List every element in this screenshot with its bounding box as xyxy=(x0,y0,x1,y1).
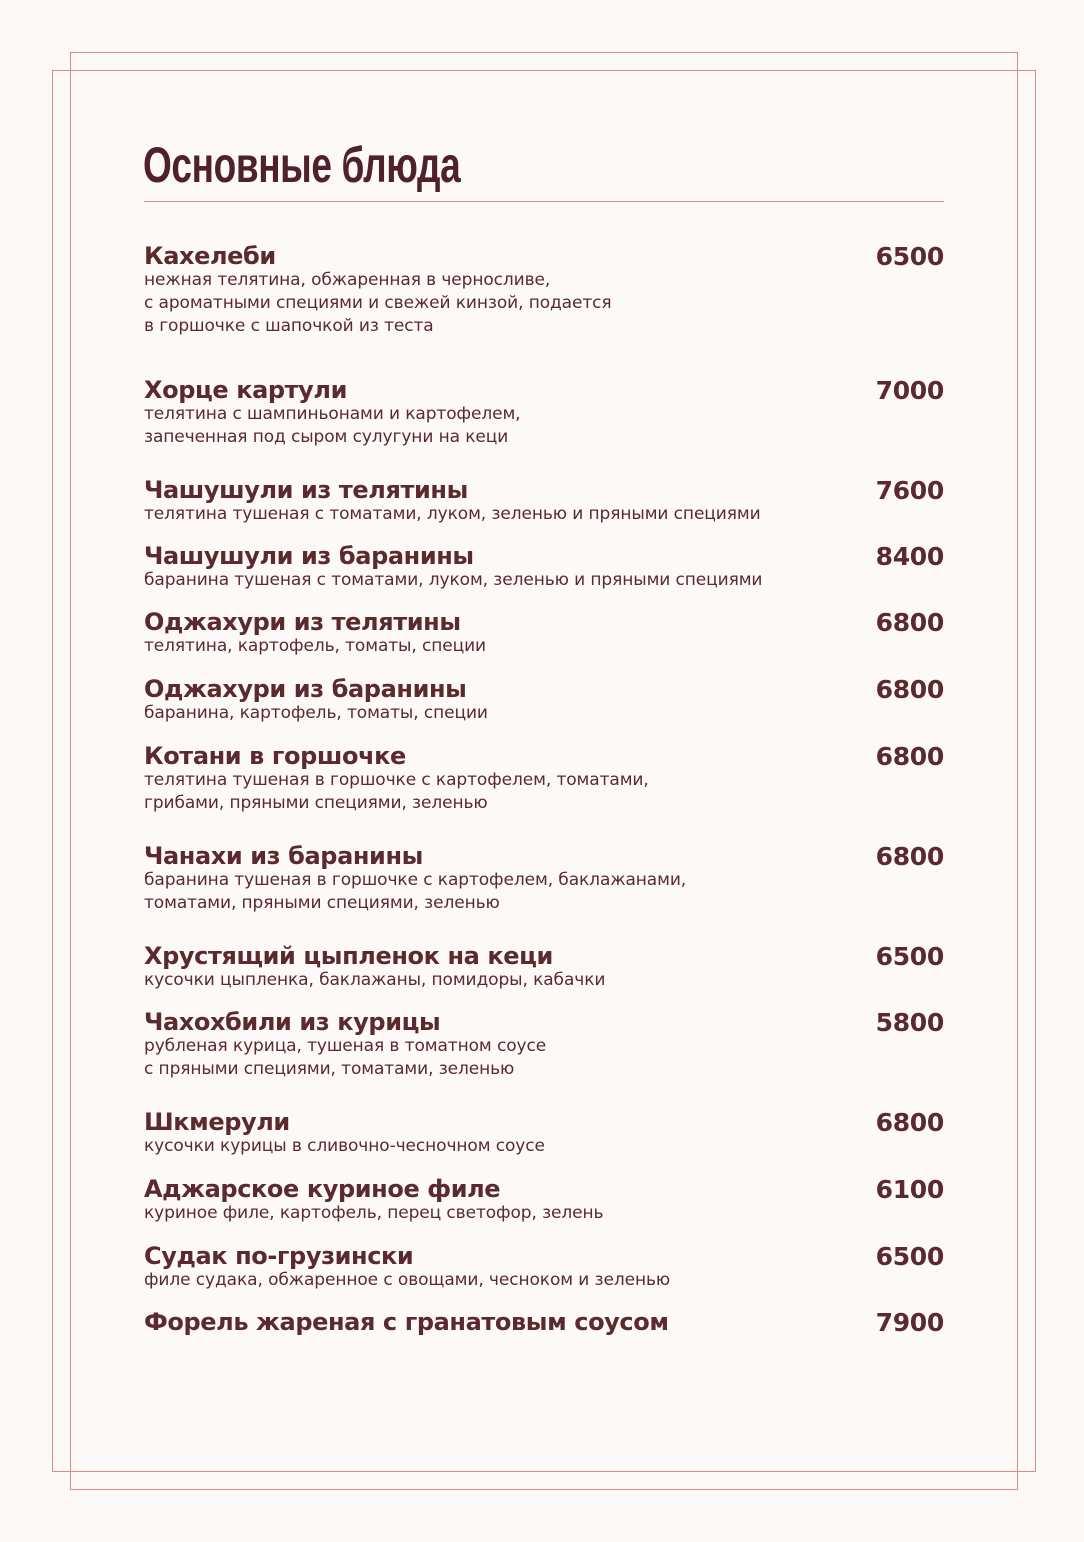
dish-description: телятина тушеная в горшочке с картофелем, томатами, грибами, пряными специями, зеленью xyxy=(144,770,649,813)
dish-name: Хорце картули xyxy=(144,376,348,404)
dish-description: баранина тушеная в горшочке с картофелем, баклажанами, томатами, пряными специями, зеленью xyxy=(144,870,687,913)
dish-description: рубленая курица, тушеная в томатном соусе с пряными специями, томатами, зеленью xyxy=(144,1036,547,1079)
dish-name: Форель жареная с гранатовым соусом xyxy=(144,1308,669,1336)
dish-description: кусочки курицы в сливочно-чесночном соусе xyxy=(144,1136,545,1156)
menu-item xyxy=(144,1243,944,1292)
dish-description: куриное филе, картофель, перец светофор, зелень xyxy=(144,1203,604,1223)
dish-price: 6500 xyxy=(875,242,944,271)
title-divider xyxy=(144,201,944,202)
dish-name: Аджарское куриное филе xyxy=(144,1175,501,1203)
dish-description: филе судака, обжаренное с овощами, чесноком и зеленью xyxy=(144,1270,671,1290)
dish-name: Кахелеби xyxy=(144,242,276,270)
dish-price: 8400 xyxy=(875,542,944,571)
dish-name: Чашушули из баранины xyxy=(144,542,474,570)
dish-price: 6500 xyxy=(875,1242,944,1271)
menu-item xyxy=(144,843,944,915)
dish-description: телятина тушеная с томатами, луком, зеленью и пряными специями xyxy=(144,504,761,524)
page-title: Основные блюда xyxy=(143,137,461,193)
dish-price: 6800 xyxy=(875,842,944,871)
menu-item xyxy=(144,543,944,592)
menu-item xyxy=(144,609,944,658)
dish-name: Оджахури из баранины xyxy=(144,675,467,703)
dish-name: Хрустящий цыпленок на кеци xyxy=(144,942,553,970)
dish-price: 6500 xyxy=(875,942,944,971)
menu-item xyxy=(144,1009,944,1081)
dish-description: нежная телятина, обжаренная в черносливе, с ароматными специями и свежей кинзой, подается в горшочке с шапочкой из теста xyxy=(144,270,612,336)
menu-item xyxy=(144,377,944,449)
menu-item xyxy=(144,743,944,815)
menu-item xyxy=(144,1309,944,1335)
dish-description: телятина с шампиньонами и картофелем, запеченная под сыром сулугуни на кеци xyxy=(144,404,521,447)
dish-description: баранина, картофель, томаты, специи xyxy=(144,703,488,723)
dish-name: Котани в горшочке xyxy=(144,742,406,770)
dish-price: 6800 xyxy=(875,1108,944,1137)
menu-item xyxy=(144,676,944,725)
dish-description: кусочки цыпленка, баклажаны, помидоры, кабачки xyxy=(144,970,606,990)
dish-name: Оджахури из телятины xyxy=(144,608,461,636)
dish-price: 6800 xyxy=(875,742,944,771)
dish-name: Судак по-грузински xyxy=(144,1242,414,1270)
dish-name: Шкмерули xyxy=(144,1108,290,1136)
dish-price: 5800 xyxy=(875,1008,944,1037)
dish-name: Чанахи из баранины xyxy=(144,842,423,870)
menu-item xyxy=(144,1109,944,1158)
dish-price: 7900 xyxy=(875,1308,944,1337)
menu-item xyxy=(144,477,944,526)
dish-price: 7000 xyxy=(875,376,944,405)
dish-description: телятина, картофель, томаты, специи xyxy=(144,636,486,656)
menu-item xyxy=(144,943,944,992)
dish-price: 7600 xyxy=(875,476,944,505)
dish-price: 6800 xyxy=(875,675,944,704)
dish-name: Чашушули из телятины xyxy=(144,476,468,504)
dish-name: Чахохбили из курицы xyxy=(144,1008,441,1036)
menu-item xyxy=(144,243,944,338)
menu-item xyxy=(144,1176,944,1225)
dish-description: баранина тушеная с томатами, луком, зеленью и пряными специями xyxy=(144,570,763,590)
dish-price: 6100 xyxy=(875,1175,944,1204)
dish-price: 6800 xyxy=(875,608,944,637)
